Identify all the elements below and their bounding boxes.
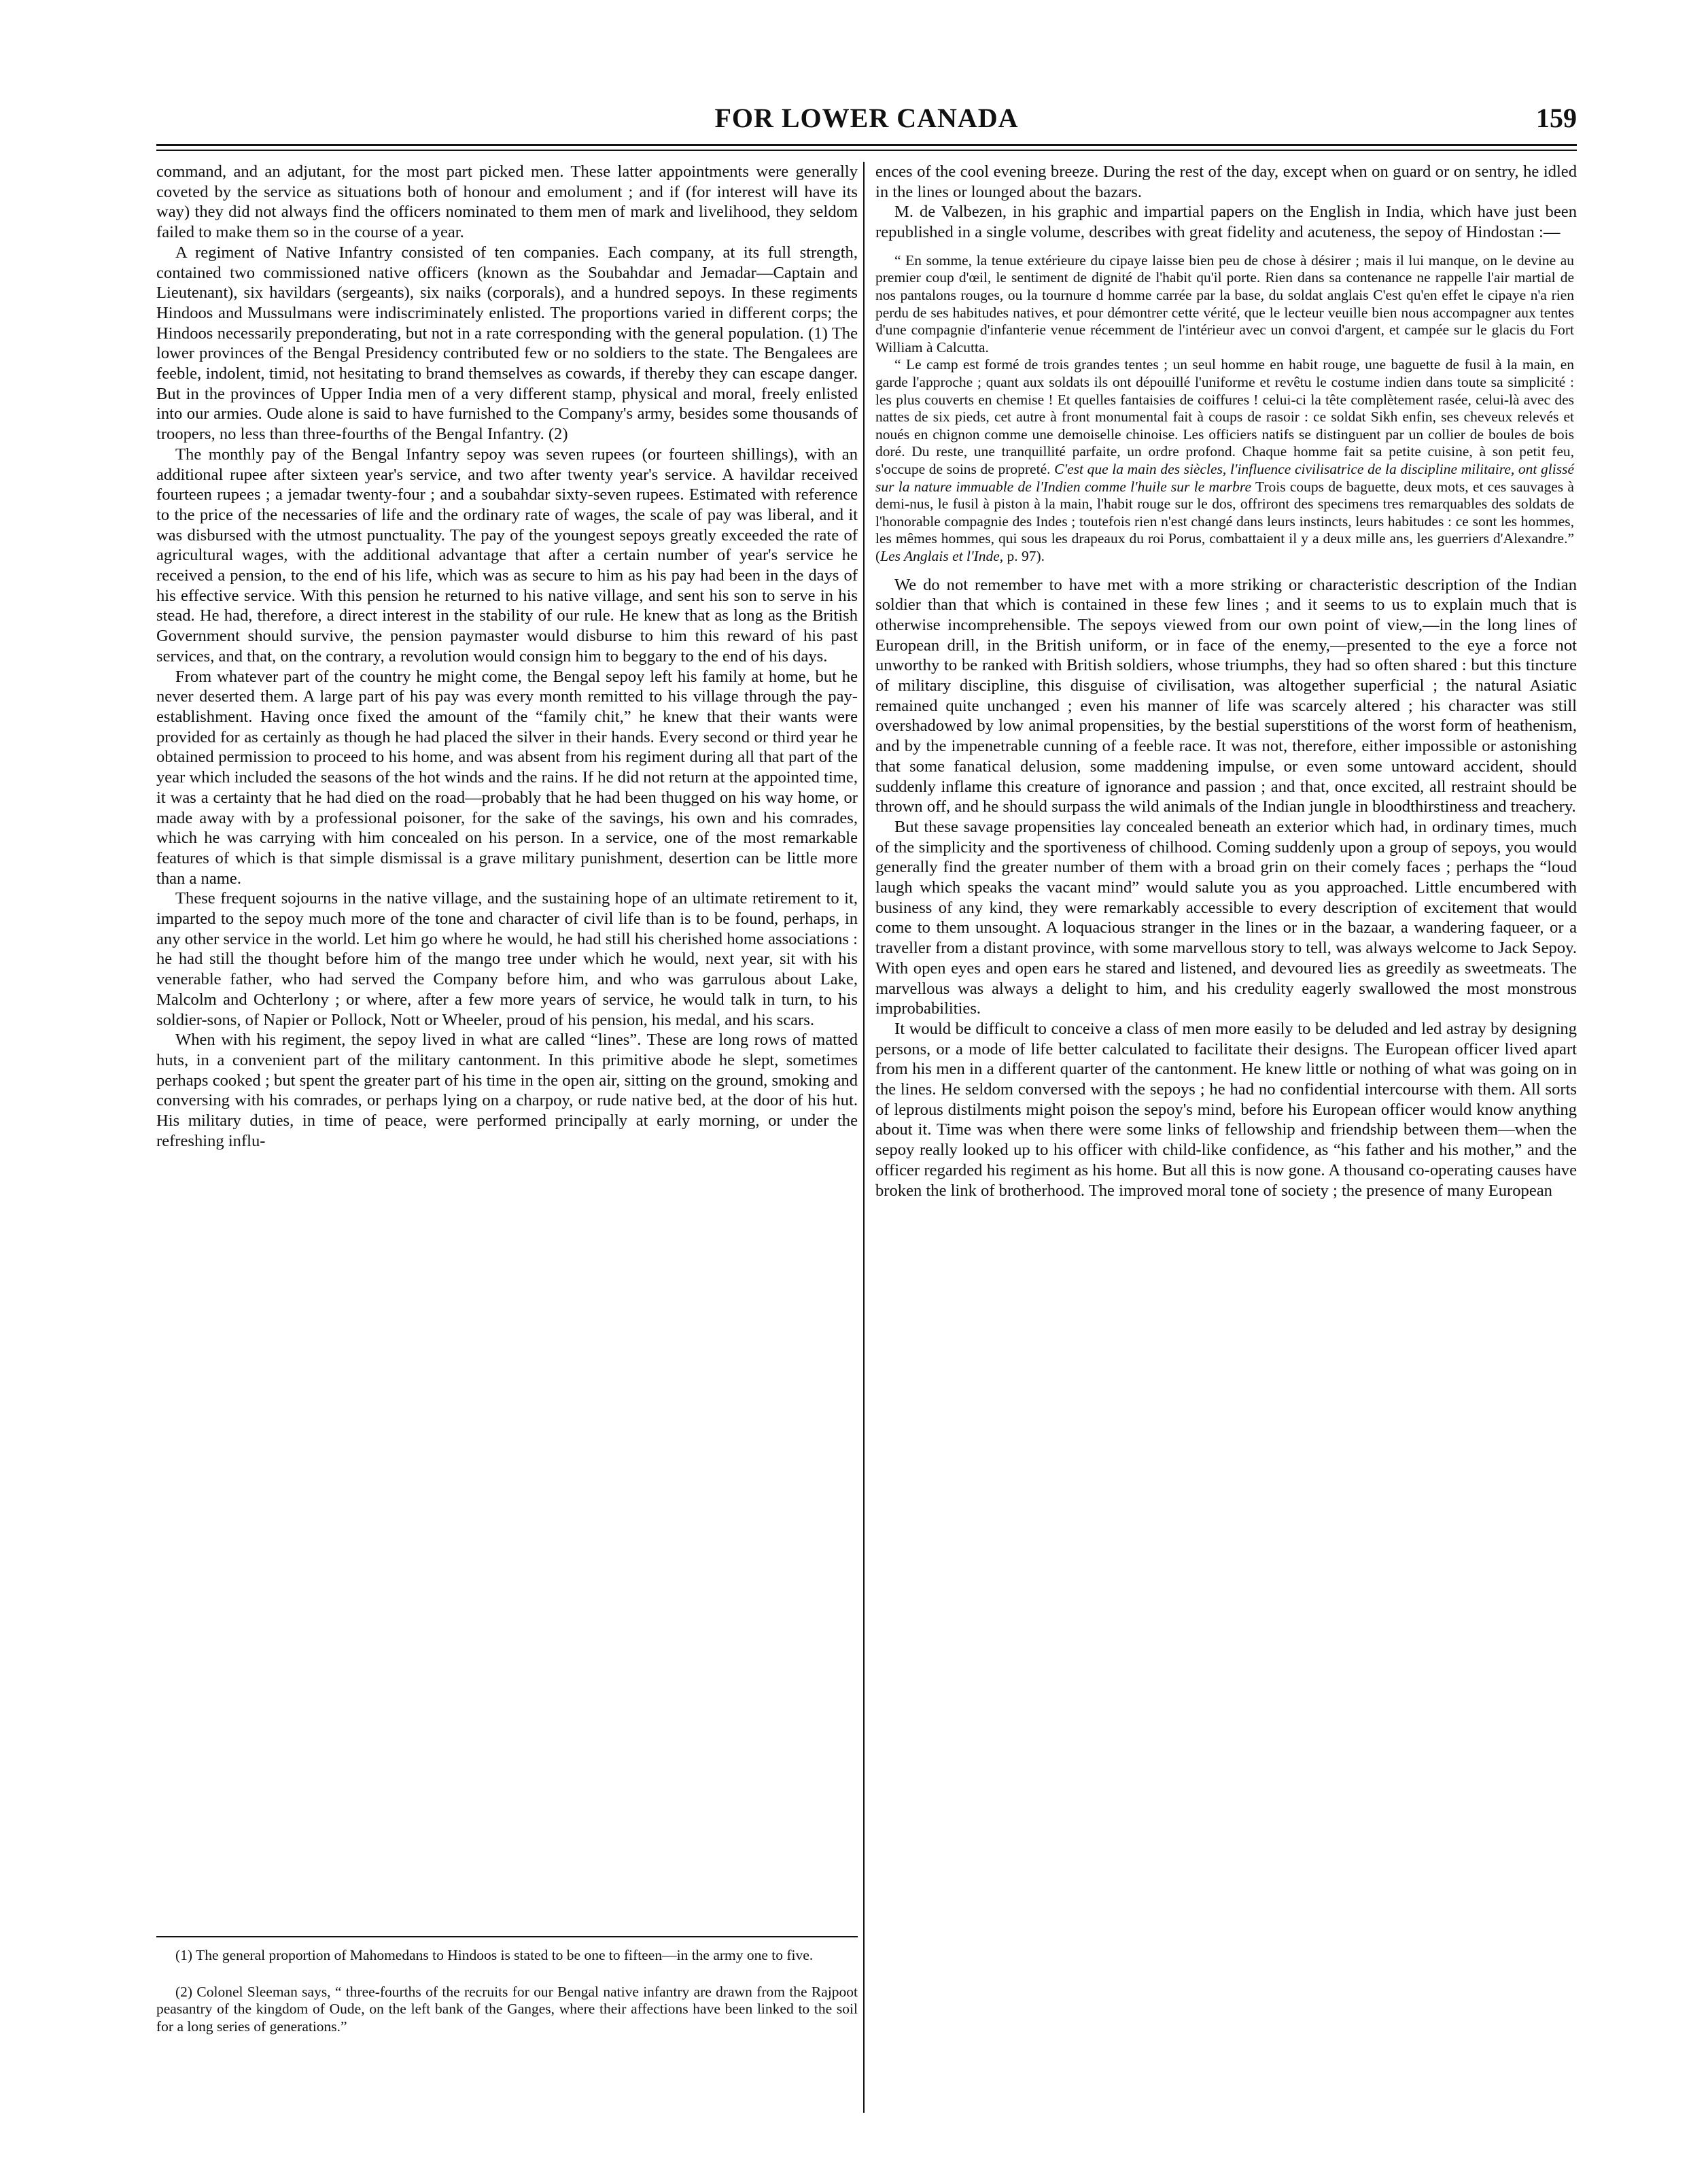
- paragraph: The monthly pay of the Bengal Infantry sepoy was seven rupees (or fourteen shillings), with an additional rupee after sixteen year's service, and two after twenty year's service. A havildar received fourteen rupees ; a jemadar twenty-four ; and a soubahdar sixty-seven rupees. Estimated with reference to the price of the necessaries of life and the ordinary rate of wages, the scale of pay was liberal, and it was disbursed with the utmost punctuality. The pay of the youngest sepoys greatly exceeded the rate of agricultural wages, with the additional advantage that after a certain number of year's service he received a pension, to the end of his life, which was as secure to him as his pay had been in the days of his effective service. With this pension he returned to his native village, and sent his son to serve in his stead. He had, therefore, a direct interest in the stability of our rule. He knew that as long as the British Government should survive, the pension paymaster would disburse to him this reward of his past services, and that, on the contrary, a revolution would consign him to beggary to the end of his days.: [156, 445, 858, 666]
- paragraph: command, and an adjutant, for the most part picked men. These latter appointments were generally coveted by the service as situations both of honour and emolument ; and if (for interest will have its way) they did not always find the officers nominated to them men of mark and livelihood, they seldom failed to make them so in the course of a year.: [156, 162, 858, 242]
- footnote-rule: [156, 1936, 858, 1937]
- running-head: [156, 102, 1577, 136]
- quote-italic: C'est que la main des siècles, l'influence civilisatrice de la discipline militaire, ont glissé sur la nature immuable de l'Indien comme l'huile sur le marbre: [875, 460, 1575, 495]
- paragraph: A regiment of Native Infantry consisted of ten companies. Each company, at its full strength, contained two commissioned native officers (known as the Soubahdar and Jemadar—Captain and Lieutenant), six havildars (sergeants), six naiks (corporals), and a hundred sepoys. In these regiments Hindoos and Mussulmans were indiscriminately enlisted. The proportions varied in different corps; the Hindoos necessarily preponderating, but not in a rate corresponding with the general population. (1) The lower provinces of the Bengal Presidency contributed few or no soldiers to the state. The Bengalees are feeble, indolent, timid, not hesitating to brand themselves as cowards, if thereby they can escape danger. But in the provinces of Upper India men of a very different stamp, physical and moral, freely enlisted into our armies. Oude alone is said to have furnished to the Company's army, besides some thousands of troopers, no less than three-fourths of the Bengal Infantry. (2): [156, 243, 858, 444]
- paragraph: When with his regiment, the sepoy lived in what are called “lines”. These are long rows of matted huts, in a convenient part of the military cantonment. In this primitive abode he slept, sometimes perhaps cooked ; but spent the greater part of his time in the open air, sitting on the ground, smoking and conversing with his comrades, or perhaps lying on a charpoy, or rude native bed, at the door of his hut. His military duties, in time of peace, were performed principally at early morning, or under the refreshing influ-: [156, 1031, 858, 1150]
- paragraph: We do not remember to have met with a more striking or characteristic description of the Indian soldier than that which is contained in these few lines ; and it seems to us to explain much that is otherwise incomprehensible. The sepoys viewed from our own point of view,—in the long lines of European drill, in the British uniform, or in face of the enemy,—presented to the eye a force not unworthy to be ranked with British soldiers, whose triumphs, they had so often shared : but this tincture of military discipline, this disguise of civilisation, was altogether superficial ; the natural Asiatic remained quite unchanged ; even his manner of life was scarcely altered ; his character was still overshadowed by low animal propensities, by the bestial superstitions of the worst form of heathenism, and by the impenetrable cunning of a feeble race. It was not, therefore, either impossible or astonishing that some fanatical delusion, some maddening impulse, or even some untoward accident, should suddenly inflame this creature of ignorance and passion ; and that, once excited, all restraint should be thrown off, and he should surpass the wild animals of the Indian jungle in bloodthirstiness and treachery.: [875, 575, 1577, 816]
- block-quote: [875, 252, 1574, 566]
- paragraph: It would be difficult to conceive a class of men more easily to be deluded and led astray by designing persons, or a mode of life better calculated to facilitate their designs. The European officer lived apart from his men in a different quarter of the cantonment. He knew little or nothing of what was going on in the lines. He seldom conversed with the sepoys ; he had no confidential intercourse with them. All sorts of leprous distilments might poison the sepoy's mind, before his European officer would know anything about it. Time was when there were some links of fellowship and friendship between them—when the sepoy really looked up to his officer with child-like confidence, as “his father and his mother,” and the officer regarded his regiment as his home. But all this is now gone. A thousand co-operating causes have broken the link of brotherhood. The improved moral tone of society ; the presence of many European: [875, 1019, 1577, 1200]
- footnote: (2) Colonel Sleeman says, “ three-fourths of the recruits for our Bengal native infantry are drawn from the Rajpoot peasantry of the kingdom of Oude, on the left bank of the Ganges, where their affections have been linked to the soil for a long series of generations.”: [156, 1983, 858, 2035]
- quote-paragraph: [875, 356, 1574, 565]
- quote-text: Trois coups de baguette, deux mots, et ces sauvages à demi-nus, le fusil à piston à la main, l'habit rouge sur le dos, offriront des specimens tres remarquables des soldats de l'honorable compagnie des Indes ; toutefois rien n'est changé dans leurs instincts, leurs habitudes : ce sont les hommes, les mêmes hommes, qui sous les drapeaux du roi Porus, combattaient il y a deux mille ans, les guerriers d'Alexandre.” (: [875, 478, 1574, 564]
- paragraph: From whatever part of the country he might come, the Bengal sepoy left his family at home, but he never deserted them. A large part of his pay was every month remitted to his village through the pay-establishment. Having once fixed the amount of the “family chit,” he knew that their wants were provided for as certainly as though he had placed the silver in their hands. Every second or third year he obtained permission to proceed to his home, and was absent from his regiment during all that part of the year which included the seasons of the hot winds and the rains. If he did not return at the appointed time, it was a certainty that he had died on the road—probably that he had been thugged on his way home, or made away with by a professional poisoner, for the sake of the savings, his own and his comrades, which he was carrying with him concealed on his person. In a service, one of the most remarkable features of which is that simple dismissal is a grave military punishment, desertion can be little more than a name.: [156, 667, 858, 888]
- quote-source: Les Anglais et l'Inde: [880, 547, 1000, 564]
- footnote: (1) The general proportion of Mahomedans to Hindoos is stated to be one to fifteen—in the army one to five.: [175, 1947, 814, 1963]
- quote-text: “ Le camp est formé de trois grandes tentes ; un seul homme en habit rouge, une baguette de fusil à la main, en garde l'approche ; quant aux soldats ils ont dépouillé l'uniforme et revêtu le costume indien dans toute sa simplicité : les plus couverts en chemise ! Et quelles fantaisies de coiffures ! celui-ci la tête complètement rasée, celui-là avec des nattes de six pieds, cet autre à front monumental fait à coups de rasoir : ce soldat Sikh enfin, ses cheveux relevés et noués en chignon comme une demoiselle chinoise. Les officiers natifs se distinguent par un collier de boules de bois doré. Du reste, une tranquillité parfaite, un ordre profond. Chaque homme fait sa petite cuisine, à son petit feu, s'occupe de soins de propreté.: [875, 356, 1574, 477]
- header-rule: [156, 144, 1577, 146]
- footnotes: [156, 1936, 858, 2054]
- paragraph: But these savage propensities lay concealed beneath an exterior which had, in ordinary times, much of the simplicity and the sportiveness of chilhood. Coming suddenly upon a group of sepoys, you would generally find the greater number of them with a broad grin on their comely faces ; perhaps the “loud laugh which speaks the vacant mind” would salute you as you approached. Little encumbered with business of any kind, they were remarkably accessible to every description of excitement that would come to them unsought. A loquacious stranger in the lines or in the bazaar, a wandering faqueer, or a traveller from a distant province, with some marvellous story to tell, was always welcome to Jack Sepoy. With open eyes and open ears he stared and listened, and devoured lies as greedily as sweetmeats. The marvellous was always a delight to him, and his credulity eagerly swallowed the most monstrous improbabilities.: [875, 817, 1577, 1018]
- header-rule-secondary: [156, 150, 1577, 151]
- left-column: [156, 162, 858, 2079]
- paragraph: M. de Valbezen, in his graphic and impartial papers on the English in India, which have just been republished in a single volume, describes with great fidelity and acuteness, the sepoy of Hindostan :—: [875, 203, 1577, 242]
- running-title: FOR LOWER CANADA: [714, 103, 1019, 133]
- right-column: [875, 162, 1577, 2147]
- page-number: 159: [1536, 103, 1577, 133]
- quote-paragraph: “ En somme, la tenue extérieure du cipaye laisse bien peu de chose à désirer ; mais il lui manque, on le devine au premier coup d'œil, le sentiment de dignité de l'habit qu'il porte. Rien dans sa contenance ne rappelle l'air martial de nos pantalons rouges, ou la tournure d homme carrée par la base, du soldat anglais C'est qu'en effet le cipaye n'a rien perdu de ses habitudes natives, et pour démontrer cette vérité, que le lecteur veuille bien nous accompagner aux tentes d'une compagnie d'infanterie venue récemment de l'intérieur avec un convoi d'argent, et campée sur le glacis du Fort William à Calcutta.: [875, 252, 1574, 356]
- paragraph: These frequent sojourns in the native village, and the sustaining hope of an ultimate retirement to it, imparted to the sepoy much more of the tone and character of civil life than is to be found, perhaps, in any other service in the world. Let him go where he would, he had still his cherished home associations : he had still the thought before him of the mango tree under which he would, next year, sit with his venerable father, who had served the Company before him, and who was garrulous about Lake, Malcolm and Ochterlony ; or where, after a few more years of service, he would talk in turn, to his soldier-sons, of Napier or Pollock, Nott or Wheeler, proud of his pension, his medal, and his scars.: [156, 889, 858, 1029]
- quote-page-ref: , p. 97).: [999, 547, 1045, 564]
- column-divider: [863, 162, 865, 2113]
- paragraph: ences of the cool evening breeze. During the rest of the day, except when on guard or on sentry, he idled in the lines or lounged about the bazars.: [875, 162, 1577, 201]
